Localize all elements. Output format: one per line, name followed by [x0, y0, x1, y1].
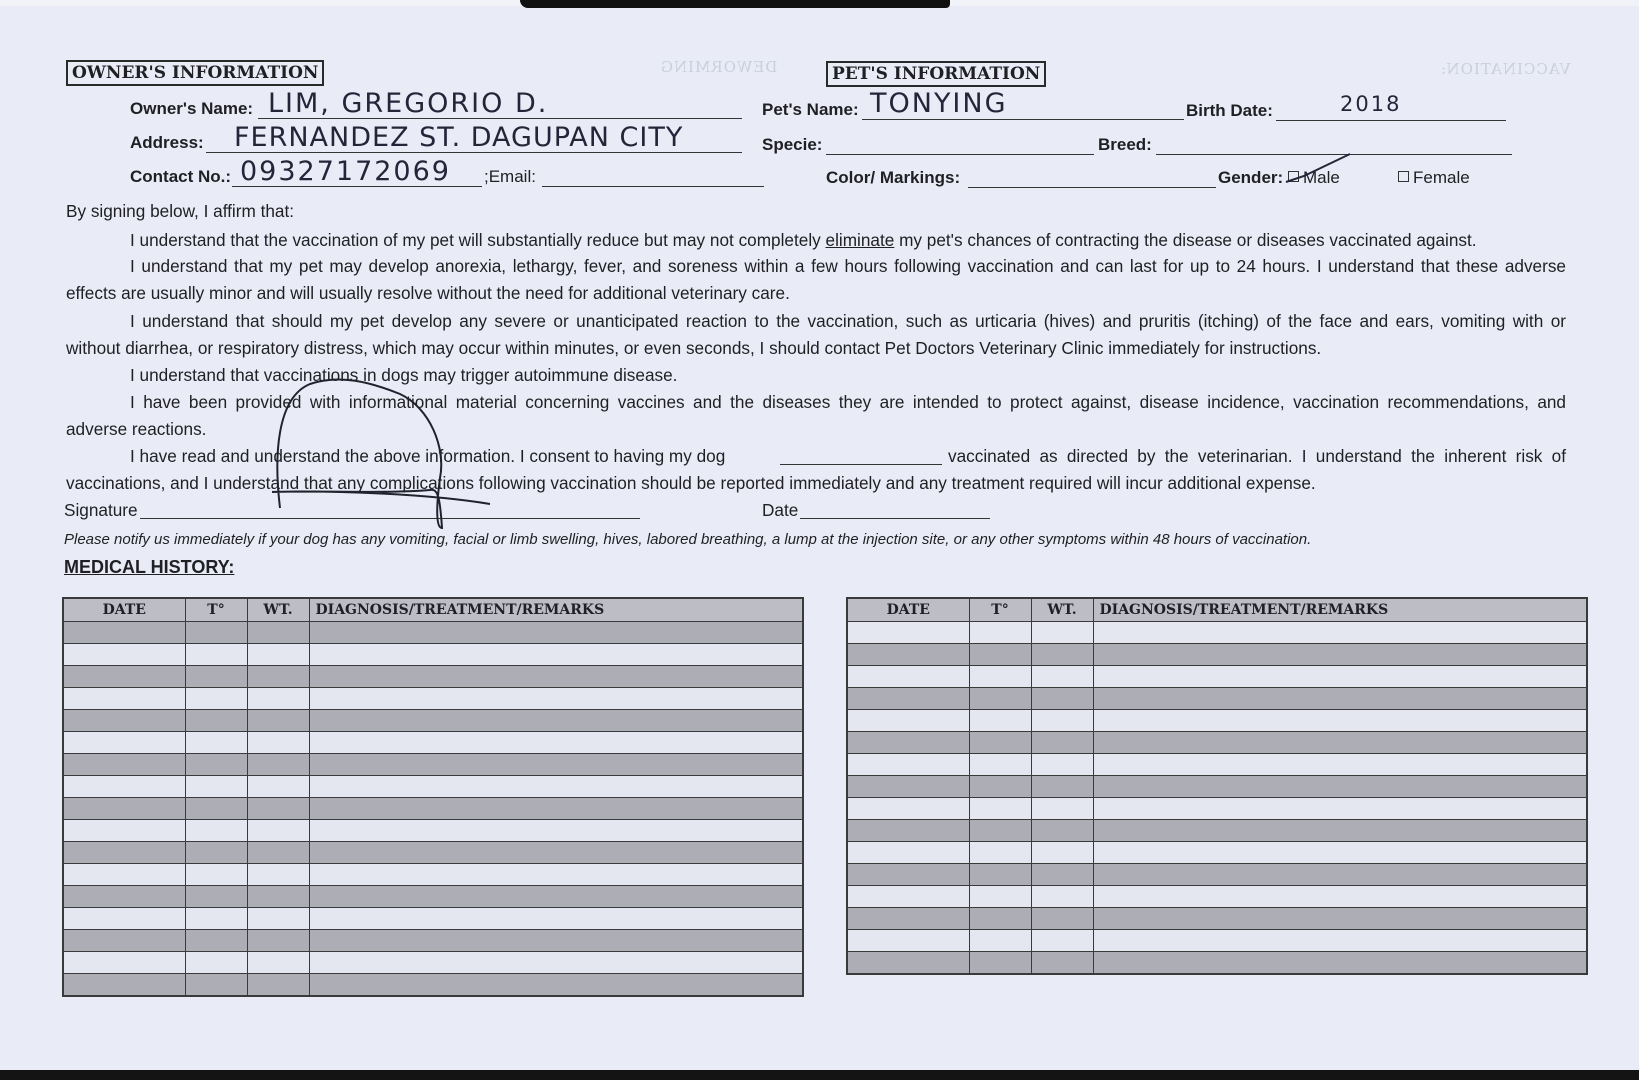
table-row — [63, 688, 803, 710]
diagnosis-cell[interactable] — [309, 842, 803, 864]
table-row — [847, 666, 1587, 688]
date-cell[interactable] — [847, 930, 969, 952]
header-temp: T° — [969, 598, 1031, 622]
date-cell[interactable] — [63, 908, 185, 930]
weight-cell[interactable] — [1031, 842, 1093, 864]
dog-name-line[interactable] — [780, 464, 942, 465]
header-date: DATE — [63, 598, 185, 622]
table-row — [847, 842, 1587, 864]
date-cell[interactable] — [847, 754, 969, 776]
diagnosis-cell[interactable] — [309, 732, 803, 754]
scan-notch — [520, 0, 950, 8]
owner-name-label: Owner's Name: — [130, 99, 254, 118]
weight-cell[interactable] — [1031, 732, 1093, 754]
notice-text: Please notify us immediately if your dog has any vomiting, facial or limb swelling, hives, labored breathing, a lump at the injection site, or any other symptoms within 48 hours of vaccination. — [64, 531, 1312, 548]
table-row — [847, 864, 1587, 886]
date-cell[interactable] — [63, 974, 185, 997]
temp-cell[interactable] — [969, 754, 1031, 776]
pet-section-title: PET'S INFORMATION — [826, 61, 1046, 87]
temp-cell[interactable] — [969, 820, 1031, 842]
date-cell[interactable] — [63, 864, 185, 886]
diagnosis-cell[interactable] — [1093, 688, 1587, 710]
diagnosis-cell[interactable] — [1093, 644, 1587, 666]
date-cell[interactable] — [63, 930, 185, 952]
date-cell[interactable] — [847, 666, 969, 688]
weight-cell[interactable] — [247, 688, 309, 710]
temp-cell[interactable] — [969, 622, 1031, 644]
date-cell[interactable] — [63, 754, 185, 776]
temp-cell[interactable] — [969, 732, 1031, 754]
table-row — [63, 842, 803, 864]
date-cell[interactable] — [847, 776, 969, 798]
weight-cell[interactable] — [247, 820, 309, 842]
diagnosis-cell[interactable] — [309, 864, 803, 886]
gender-label: Gender: — [1218, 168, 1284, 187]
temp-cell[interactable] — [969, 644, 1031, 666]
medical-history-title: MEDICAL HISTORY: — [64, 557, 235, 577]
specie-label: Specie: — [762, 135, 823, 154]
weight-cell[interactable] — [1031, 820, 1093, 842]
email-label: ;Email: — [484, 167, 536, 186]
diagnosis-cell[interactable] — [309, 974, 803, 997]
diagnosis-cell[interactable] — [309, 952, 803, 974]
weight-cell[interactable] — [1031, 798, 1093, 820]
birth-date-label: Birth Date: — [1186, 101, 1273, 120]
header-diagnosis: DIAGNOSIS/TREATMENT/REMARKS — [1093, 598, 1587, 622]
date-cell[interactable] — [63, 842, 185, 864]
date-cell[interactable] — [63, 688, 185, 710]
weight-cell[interactable] — [1031, 908, 1093, 930]
table-row — [847, 820, 1587, 842]
table-row — [847, 644, 1587, 666]
pet-name-label-text: Pet's Name: — [762, 100, 859, 119]
temp-cell[interactable] — [185, 644, 247, 666]
gender-female-label: Female — [1413, 168, 1470, 187]
table-row — [63, 622, 803, 644]
temp-cell[interactable] — [185, 798, 247, 820]
diagnosis-cell[interactable] — [309, 908, 803, 930]
email-line[interactable] — [542, 186, 764, 187]
diagnosis-cell[interactable] — [1093, 732, 1587, 754]
diagnosis-cell[interactable] — [1093, 820, 1587, 842]
diagnosis-cell[interactable] — [309, 798, 803, 820]
weight-cell[interactable] — [1031, 864, 1093, 886]
consent-p6-a: I have read and understand the above information. I consent to having my dog — [130, 446, 726, 466]
diagnosis-cell[interactable] — [1093, 754, 1587, 776]
medical-table-right-header — [847, 598, 1587, 622]
table-row — [63, 644, 803, 666]
temp-cell[interactable] — [185, 864, 247, 886]
consent-p1-a: I understand that the vaccination of my pet will substantially reduce but may not completely — [130, 230, 821, 250]
date-cell[interactable] — [847, 886, 969, 908]
weight-cell[interactable] — [247, 754, 309, 776]
ghost-vaccination: VACCINATION: — [1440, 60, 1571, 78]
weight-cell[interactable] — [1031, 930, 1093, 952]
birth-date-line[interactable] — [1276, 120, 1506, 121]
pet-name-value: TONYING — [870, 88, 1008, 119]
consent-p6-line2: vaccinations, and I understand that any complications following vaccination should be reported immediately and any treatment required will incur additional expense. — [66, 473, 1316, 493]
consent-p5-line1: I have been provided with informational material concerning vaccines and the diseases they are intended to protect against, disease incidence, vaccination recommendations, and — [130, 392, 1566, 412]
weight-cell[interactable] — [247, 842, 309, 864]
date-line[interactable] — [800, 518, 990, 519]
table-row — [847, 732, 1587, 754]
date-cell[interactable] — [847, 710, 969, 732]
table-row — [847, 688, 1587, 710]
temp-cell[interactable] — [969, 688, 1031, 710]
weight-cell[interactable] — [1031, 688, 1093, 710]
weight-cell[interactable] — [247, 864, 309, 886]
temp-cell[interactable] — [185, 710, 247, 732]
weight-cell[interactable] — [1031, 754, 1093, 776]
date-cell[interactable] — [847, 952, 969, 975]
diagnosis-cell[interactable] — [1093, 952, 1587, 975]
female-checkbox[interactable] — [1398, 171, 1409, 182]
owner-section-title: OWNER'S INFORMATION — [66, 60, 324, 86]
address-label: Address: — [130, 133, 204, 152]
weight-cell[interactable] — [247, 732, 309, 754]
temp-cell[interactable] — [969, 842, 1031, 864]
date-cell[interactable] — [847, 842, 969, 864]
table-row — [847, 952, 1587, 975]
date-cell[interactable] — [847, 864, 969, 886]
weight-cell[interactable] — [247, 930, 309, 952]
signature-squiggle — [270, 378, 500, 538]
address-value: FERNANDEZ ST. DAGUPAN CITY — [234, 122, 684, 153]
diagnosis-cell[interactable] — [309, 710, 803, 732]
weight-cell[interactable] — [247, 622, 309, 644]
date-cell[interactable] — [847, 688, 969, 710]
weight-cell[interactable] — [247, 886, 309, 908]
table-row — [63, 776, 803, 798]
consent-p3-line1: I understand that should my pet develop any severe or unanticipated reaction to the vaccination, such as urticaria (hives) and pruritis (itching) of the face and ears, vomiting with or — [130, 311, 1566, 331]
header-weight: WT. — [247, 598, 309, 622]
weight-cell[interactable] — [247, 952, 309, 974]
table-row — [847, 710, 1587, 732]
diagnosis-cell[interactable] — [1093, 622, 1587, 644]
temp-cell[interactable] — [969, 908, 1031, 930]
pet-name-label — [762, 100, 859, 120]
temp-cell[interactable] — [969, 886, 1031, 908]
table-row — [63, 732, 803, 754]
date-label: Date — [762, 500, 799, 520]
weight-cell[interactable] — [1031, 952, 1093, 975]
header-temp: T° — [185, 598, 247, 622]
ghost-deworming: DEWORMING — [660, 58, 778, 76]
contact-label: Contact No.: — [130, 167, 232, 186]
header-diagnosis: DIAGNOSIS/TREATMENT/REMARKS — [309, 598, 803, 622]
diagnosis-cell[interactable] — [309, 666, 803, 688]
table-row — [847, 886, 1587, 908]
diagnosis-cell[interactable] — [1093, 666, 1587, 688]
contact-value: 09327172069 — [240, 156, 451, 187]
birth-date-value: 2018 — [1340, 92, 1402, 116]
owner-name-value: LIM, GREGORIO D. — [268, 88, 549, 119]
temp-cell[interactable] — [969, 776, 1031, 798]
weight-cell[interactable] — [247, 798, 309, 820]
temp-cell[interactable] — [185, 820, 247, 842]
date-cell[interactable] — [847, 644, 969, 666]
table-row — [847, 754, 1587, 776]
diagnosis-cell[interactable] — [309, 776, 803, 798]
table-row — [847, 930, 1587, 952]
date-cell[interactable] — [63, 732, 185, 754]
consent-p4: I understand that vaccinations in dogs may trigger autoimmune disease. — [130, 365, 678, 385]
table-row — [63, 974, 803, 997]
date-cell[interactable] — [63, 710, 185, 732]
temp-cell[interactable] — [969, 952, 1031, 975]
date-cell[interactable] — [63, 798, 185, 820]
color-markings-line[interactable] — [968, 187, 1216, 188]
weight-cell[interactable] — [1031, 710, 1093, 732]
table-row — [63, 908, 803, 930]
temp-cell[interactable] — [185, 732, 247, 754]
diagnosis-cell[interactable] — [1093, 710, 1587, 732]
consent-p6-b: vaccinated as directed by the veterinarian. I understand the inherent risk of — [948, 446, 1566, 466]
table-row — [63, 886, 803, 908]
temp-cell[interactable] — [185, 754, 247, 776]
color-markings-label: Color/ Markings: — [826, 168, 961, 187]
medical-table-right — [846, 597, 1588, 975]
weight-cell[interactable] — [1031, 886, 1093, 908]
consent-p2-line2: effects are usually minor and will usually resolve without the need for additional veterinary care. — [66, 283, 790, 303]
male-check-mark — [1284, 150, 1354, 190]
date-cell[interactable] — [847, 798, 969, 820]
diagnosis-cell[interactable] — [1093, 886, 1587, 908]
date-cell[interactable] — [63, 886, 185, 908]
temp-cell[interactable] — [185, 930, 247, 952]
diagnosis-cell[interactable] — [309, 644, 803, 666]
weight-cell[interactable] — [247, 908, 309, 930]
temp-cell[interactable] — [969, 864, 1031, 886]
table-row — [63, 952, 803, 974]
temp-cell[interactable] — [969, 710, 1031, 732]
gender-male-label: Male — [1303, 168, 1340, 187]
table-row — [63, 666, 803, 688]
table-row — [63, 798, 803, 820]
temp-cell[interactable] — [185, 908, 247, 930]
signature-label: Signature — [64, 500, 138, 520]
weight-cell[interactable] — [247, 710, 309, 732]
table-row — [63, 754, 803, 776]
table-row — [847, 622, 1587, 644]
medical-table-left — [62, 597, 804, 997]
temp-cell[interactable] — [185, 974, 247, 997]
weight-cell[interactable] — [247, 644, 309, 666]
date-cell[interactable] — [63, 644, 185, 666]
table-row — [847, 908, 1587, 930]
diagnosis-cell[interactable] — [309, 820, 803, 842]
consent-p2-line1: I understand that my pet may develop anorexia, lethargy, fever, and soreness within a few hours following vaccination and can last for up to 24 hours. I understand that these adverse — [130, 256, 1566, 276]
header-weight: WT. — [1031, 598, 1093, 622]
consent-p1 — [130, 227, 1477, 254]
date-cell[interactable] — [847, 732, 969, 754]
temp-cell[interactable] — [185, 842, 247, 864]
diagnosis-cell[interactable] — [1093, 798, 1587, 820]
temp-cell[interactable] — [185, 688, 247, 710]
header-date: DATE — [847, 598, 969, 622]
date-cell[interactable] — [847, 820, 969, 842]
diagnosis-cell[interactable] — [1093, 842, 1587, 864]
weight-cell[interactable] — [1031, 776, 1093, 798]
diagnosis-cell[interactable] — [309, 622, 803, 644]
weight-cell[interactable] — [247, 974, 309, 997]
consent-intro: By signing below, I affirm that: — [66, 201, 295, 221]
consent-p1-eliminate: eliminate — [825, 230, 895, 250]
date-cell[interactable] — [63, 820, 185, 842]
consent-p1-b: my pet's chances of contracting the disease or diseases vaccinated against. — [899, 230, 1477, 250]
consent-p3-line2: without diarrhea, or respiratory distress, which may occur within minutes, or even seconds, I should contact Pet Doctors Veterinary Clinic immediately for instructions. — [66, 338, 1322, 358]
date-cell[interactable] — [63, 666, 185, 688]
diagnosis-cell[interactable] — [1093, 864, 1587, 886]
diagnosis-cell[interactable] — [309, 754, 803, 776]
weight-cell[interactable] — [247, 666, 309, 688]
date-cell[interactable] — [847, 908, 969, 930]
table-row — [63, 930, 803, 952]
temp-cell[interactable] — [185, 776, 247, 798]
breed-label: Breed: — [1098, 135, 1152, 154]
temp-cell[interactable] — [969, 666, 1031, 688]
temp-cell[interactable] — [185, 886, 247, 908]
table-row — [63, 710, 803, 732]
temp-cell[interactable] — [185, 622, 247, 644]
date-cell[interactable] — [847, 622, 969, 644]
weight-cell[interactable] — [1031, 644, 1093, 666]
gender-female-option[interactable] — [1398, 168, 1470, 188]
date-cell[interactable] — [63, 622, 185, 644]
temp-cell[interactable] — [185, 666, 247, 688]
diagnosis-cell[interactable] — [309, 886, 803, 908]
weight-cell[interactable] — [1031, 622, 1093, 644]
table-row — [63, 820, 803, 842]
consent-p5-line2: adverse reactions. — [66, 419, 207, 439]
diagnosis-cell[interactable] — [1093, 908, 1587, 930]
table-row — [63, 864, 803, 886]
diagnosis-cell[interactable] — [1093, 930, 1587, 952]
date-cell[interactable] — [63, 776, 185, 798]
diagnosis-cell[interactable] — [309, 930, 803, 952]
temp-cell[interactable] — [969, 798, 1031, 820]
weight-cell[interactable] — [247, 776, 309, 798]
weight-cell[interactable] — [1031, 666, 1093, 688]
temp-cell[interactable] — [185, 952, 247, 974]
diagnosis-cell[interactable] — [1093, 776, 1587, 798]
table-row — [847, 798, 1587, 820]
table-row — [847, 776, 1587, 798]
medical-table-left-header — [63, 598, 803, 622]
diagnosis-cell[interactable] — [309, 688, 803, 710]
temp-cell[interactable] — [969, 930, 1031, 952]
pet-name-line[interactable] — [862, 119, 1184, 120]
specie-line[interactable] — [826, 154, 1094, 155]
date-cell[interactable] — [63, 952, 185, 974]
scan-edge-bottom — [0, 1070, 1639, 1080]
